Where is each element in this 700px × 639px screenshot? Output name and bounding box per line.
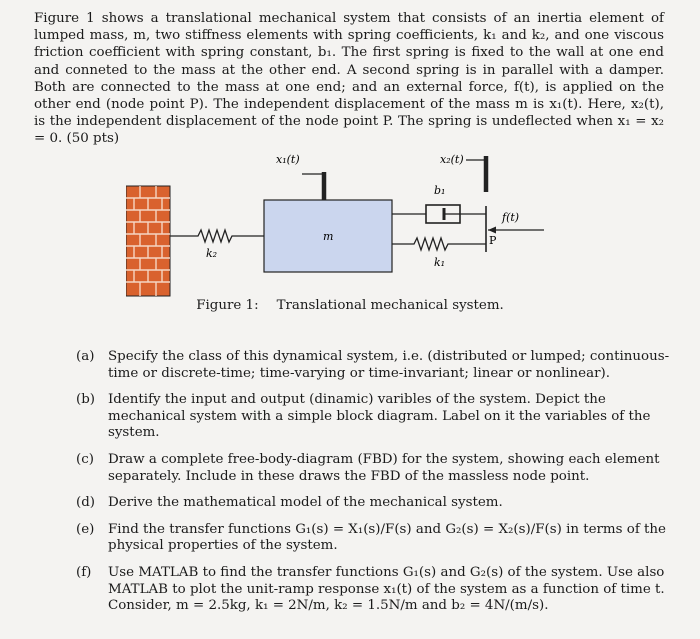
part-text: Draw a complete free-body-diagram (FBD) for the system, showing each element separately. Include in these draws the FBD of the massless node point.: [108, 451, 660, 484]
part-label: (f): [76, 564, 92, 580]
k2-label: k₂: [206, 247, 218, 260]
question-parts: [76, 349, 680, 625]
b1-label: b₁: [434, 184, 446, 197]
part-text: Identify the input and output (dinamic) varibles of the system. Depict the mechanical system with a simple block diagram. Label on it the variables of the system.: [108, 392, 651, 441]
part-d: [76, 495, 680, 512]
spring-k1: [392, 238, 486, 250]
x1-label: x₁(t): [276, 153, 300, 166]
mass-label: m: [323, 230, 334, 243]
force-label: f(t): [502, 211, 520, 224]
spring-k2: [170, 230, 264, 242]
figure-caption: [0, 298, 700, 313]
caption-text: Translational mechanical system.: [276, 298, 504, 313]
part-f: [76, 565, 680, 615]
part-label: (a): [76, 349, 95, 364]
part-label: (e): [76, 521, 95, 537]
part-text: Find the transfer functions G₁(s) = X₁(s)/F(s) and G₂(s) = X₂(s)/F(s) in terms of the physical properties of the system.: [108, 521, 666, 554]
damper-b1: [392, 205, 486, 223]
part-text: Use MATLAB to find the transfer functions G₁(s) and G₂(s) of the system. Use also MATLAB to plot the unit-ramp response x₁(t) of the system as a function of time t. Consider, m = 2.5kg, k₁ = 2N/m, k₂ = 1.5N/m and b₂ = 4N/(m/s).: [108, 564, 665, 614]
part-label: (b): [76, 392, 96, 408]
problem-statement: Figure 1 shows a translational mechanical system that consists of an inertia element of lumped mass, m, two stiffness elements with spring coefficients, k₁ and k₂, and one viscous friction coefficient with spring constant, b₁. The first spring is fixed to the wall at one end and conneted to the mass at the other end. A second spring is in parallel with a damper. Both are connected to the mass at one end; and an external force, f(t), is applied on the other end (node point P). The independent displacement of the mass m is x₁(t). Here, x₂(t), is the independent displacement of the node point P. The spring is undeflected when x₁ = x₂ = 0. (50 pts): [34, 11, 664, 147]
part-text: Derive the mathematical model of the mechanical system.: [108, 495, 503, 511]
part-text: Specify the class of this dynamical system, i.e. (distributed or lumped; continuous-time or discrete-time; time-varying or time-invariant; linear or nonlinear).: [108, 349, 670, 381]
k1-label: k₁: [434, 256, 446, 269]
part-label: (d): [76, 495, 96, 511]
part-b: [76, 392, 680, 442]
brick-wall: [126, 186, 170, 296]
system-diagram: [126, 148, 556, 298]
force-arrowhead: [488, 227, 496, 234]
x2-label: x₂(t): [440, 153, 464, 166]
caption-prefix: Figure 1:: [196, 298, 259, 313]
part-label: (c): [76, 451, 94, 467]
mechanical-system-figure: [126, 148, 556, 298]
part-e: [76, 522, 680, 555]
part-a: [76, 349, 680, 382]
part-c: [76, 452, 680, 485]
node-p-label: P: [489, 234, 497, 247]
